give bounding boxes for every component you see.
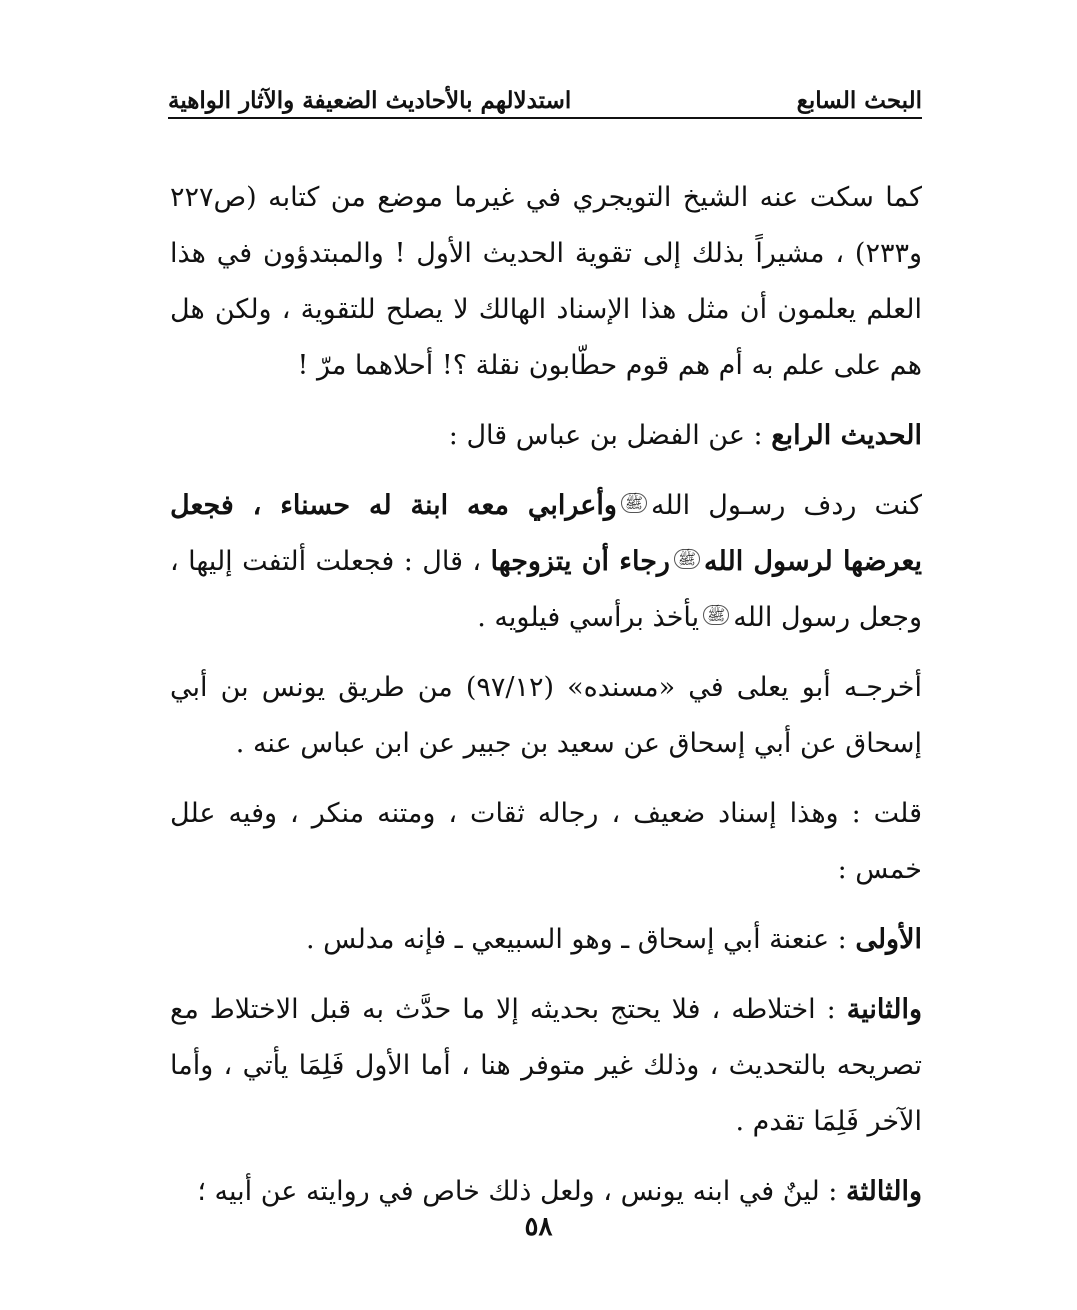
hadith-text-d: ، قال : فجعلت ألتفت إليها ، وجعل رسول الله [170, 546, 922, 633]
hadith-text-a: كنت ردف رسـول الله [651, 490, 922, 521]
paragraph-1: كما سكت عنه الشيخ التويجري في غيرما موضع من كتابه (ص٢٢٧ و٢٣٣) ، مشيراً بذلك إلى تقوية الحديث الأول ! والمبتدؤون في هذا العلم يعلمون أن مثل هذا الإسناد الهالك لا يصلح للتقوية ، ولكن هل هم على علم به أم هم قوم حطّابون نقلة ؟! أحلاهما مرّ ! [170, 182, 922, 381]
paragraph-7-text: : اختلاطه ، فلا يحتج بحديثه إلا ما حدَّث به قبل الاختلاط مع تصريحه بالتحديث ، وذلك غير متوفر هنا ، أما الأول فَلِمَا يأتي ، وأما الآخر فَلِمَا تقدم . [170, 994, 922, 1137]
label-third: والثالثة [846, 1176, 922, 1207]
salawat-glyph-2: ﷺ [674, 549, 700, 569]
header-section-label: البحث السابع [796, 87, 922, 114]
hadith-text-b: وأعرابي معه ابنة له حسناء ، فجعل يعرضها لرسول الله [170, 490, 922, 577]
paragraph-5: قلت : وهذا إسناد ضعيف ، رجاله ثقات ، ومتنه منكر ، وفيه علل خمس : [170, 798, 922, 885]
header-chapter-title: استدلالهم بالأحاديث الضعيفة والآثار الواهية [168, 87, 572, 114]
label-first: الأولى [855, 924, 922, 955]
paragraph-6-text: : عنعنة أبي إسحاق ـ وهو السبيعي ـ فإنه مدلس . [305, 924, 856, 955]
hadith-text-e: يأخذ برأسي فيلويه . [477, 602, 700, 633]
heading-fourth-hadith: الحديث الرابع [771, 420, 922, 451]
paragraph-6-first-defect [170, 912, 922, 968]
paragraph-2-text: : عن الفضل بن عباس قال : [448, 420, 772, 451]
hadith-text-c: رجاء أن يتزوجها [490, 546, 670, 577]
header-rule [168, 117, 922, 119]
page-body [170, 170, 922, 1234]
salawat-glyph-1: ﷺ [621, 493, 647, 513]
paragraph-4-takhrij: أخرجـه أبو يعلى في «مسنده» (٩٧/١٢) من طريق يونس بن أبي إسحاق عن أبي إسحاق عن سعيد بن جبير عن ابن عباس عنه . [170, 672, 922, 759]
paragraph-3-hadith [170, 478, 922, 646]
paragraph-7-second-defect [170, 982, 922, 1150]
running-header [168, 78, 922, 114]
page-number: ٥٨ [524, 1212, 553, 1242]
salawat-glyph-3: ﷺ [703, 605, 729, 625]
label-second: والثانية [846, 994, 922, 1025]
paragraph-2 [170, 408, 922, 464]
paragraph-8-text: : لينٌ في ابنه يونس ، ولعل ذلك خاص في روايته عن أبيه ؛ [197, 1176, 846, 1207]
